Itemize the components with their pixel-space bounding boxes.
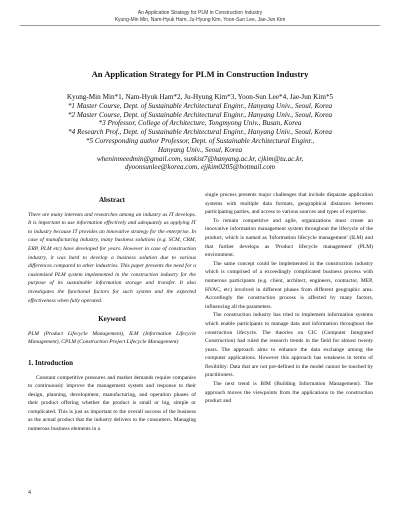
- keyword-text: PLM (Product Lifecycle Management), ILM (Information Lifecycle Management), CPLM (Construction Project Lifecycle Management): [28, 330, 196, 346]
- running-head: [0, 10, 400, 26]
- affiliation-1: *1 Master Course, Dept. of Sustainable Architectural Enginr., Hanyang Univ., Seoul, Korea: [67, 101, 333, 110]
- affiliation-3: *3 Professor, College of Architecture, Tongmyong Univ., Busan, Korea: [98, 119, 302, 128]
- left-column: [28, 196, 196, 434]
- author-emails-1: wheninmeedmin@gmail.com, sunkist7@hanyang.ac.kr, cjkim@tu.ac.kr,: [96, 154, 304, 163]
- body-paragraph-4: The construction industry has tried to implement information systems which enable participants to manage data and information throughout the construction lifecycle. The theories on CIC (Computer Integrated Construction) had ruled the research trends in the field for almost twenty years. The approach aims to enhance the data exchange among the computer applications. However this approach has weakness in terms of flexibility: Data that are not pre-defined in the model cannot be touched by practitioners.: [205, 312, 373, 379]
- intro-heading: 1. Introduction: [28, 358, 73, 367]
- abstract-text: There are many interests and researches among an industry as IT develops. It is important to use information effectively and adequately as applying IT to industry because IT provides an innovative strategy for the enterprise. In case of manufacturing industry, many business solutions (e.g. SCM, CRM, ERP, PLM etc) have developed for years. However in case of construction industry, it was hard to develop a business solution due to various differences compared to other industries. This paper presents the need for a customized PLM system implemented in the construction industry for the purpose of its sustainable information storage and transfer. It also investigates the functional factors for such system and the expected effectiveness when fully operated.: [28, 211, 196, 304]
- author-emails-2: dyoonsunlee@korea.com, ejjkim0205@hotmail.com: [124, 163, 276, 172]
- affiliation-5-cont: Hanyang Univ., Seoul, Korea: [157, 145, 243, 154]
- body-paragraph-5: The next trend is BIM (Building Information Management). The approach moves the viewpoints from the applications to the construction product and: [205, 381, 373, 405]
- running-head-rule: [20, 25, 380, 26]
- body-paragraph-1: single process presents major challenges that include disparate application systems with multiple data formats, geographical distances between participating parties, and access to various sources and types of expertise.: [205, 192, 373, 216]
- body-paragraph-3: The same concept could be implemented in the construction industry which is comprised of a exceedingly complicated business process with numerous participants (e.g. client, architect, engineers, contractor, MEP, HVAC, etc) involved in different phases from different geographic area. Accordingly the construction process is affected by many factors, influencing all the parameters.: [205, 260, 373, 310]
- page-number: 4: [28, 490, 32, 496]
- keyword-heading: Keyword: [98, 315, 126, 324]
- running-head-title: An Application Strategy for PLM in Construction Industry: [137, 10, 263, 16]
- right-column: [205, 191, 373, 406]
- running-head-authors: Kyung-Min Min, Nam-Hyuk Ham, Ju-Hyung Kim, Yoon-Sun Lee, Jae-Jun Kim: [114, 17, 286, 23]
- affiliation-4: *4 Research Prof., Dept. of Sustainable Architectural Enginr., Hanyang Univ., Seoul, Korea: [68, 128, 332, 137]
- body-paragraph-2: To remain competitive and agile, organizations must create an innovative information management system throughout the lifecycle of the product, which is named as 'Information lifecycle management' (ILM) and that further develops as 'Product lifecycle management' (PLM) environment.: [205, 217, 373, 259]
- author-block: [0, 93, 400, 172]
- intro-paragraph: Constant competitive pressures and market demands require companies to continuously improve the management system and response to their design, planning, development, manufacturing, and operation phases of their product offering whether the product is small or big, simple or complicated. This is just as important to the overall success of the business as the actual product that the industry delivers to the consumers. Managing numerous business elements in a: [28, 374, 196, 433]
- author-names: Kyung-Min Min*1, Nam-Hyuk Ham*2, Ju-Hyung Kim*3, Yoon-Sun Lee*4, Jae-Jun Kim*5: [66, 93, 334, 101]
- paper-title: An Application Strategy for PLM in Construction Industry: [91, 69, 309, 79]
- affiliation-5: *5 Corresponding author Professor, Dept. of Sustainable Architectural Enginr.,: [85, 136, 315, 145]
- affiliation-2: *2 Master Course, Dept. of Sustainable Architectural Enginr., Hanyang Univ., Seoul, Korea: [67, 110, 333, 119]
- abstract-heading: Abstract: [98, 196, 126, 204]
